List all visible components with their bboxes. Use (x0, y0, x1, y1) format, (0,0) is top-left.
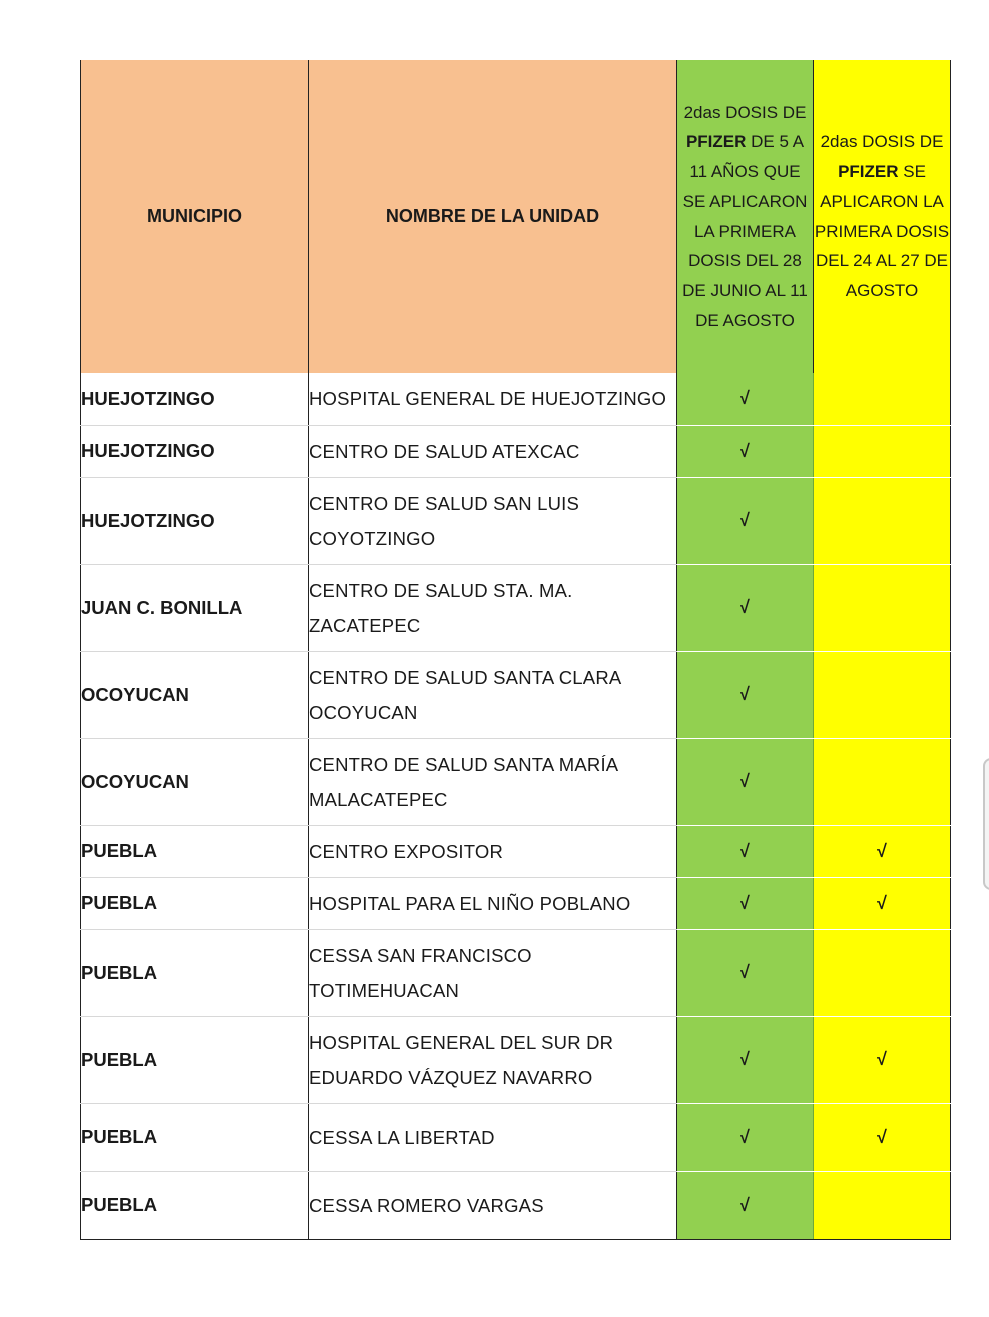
check-mark-icon: √ (740, 510, 750, 530)
header-dosis-2-brand: PFIZER (838, 162, 899, 182)
table-row (81, 373, 951, 425)
dosis-1-cell (677, 929, 814, 1016)
vaccination-units-table (80, 60, 951, 1240)
header-dosis-24-27-agosto (814, 60, 951, 373)
dosis-2-cell (814, 877, 951, 929)
check-mark-icon: √ (740, 684, 750, 704)
municipio-cell: JUAN C. BONILLA (81, 564, 309, 651)
header-nombre-unidad: NOMBRE DE LA UNIDAD (309, 60, 677, 373)
municipio-cell: OCOYUCAN (81, 738, 309, 825)
check-mark-icon: √ (740, 440, 750, 461)
unidad-cell: CESSA ROMERO VARGAS (309, 1171, 677, 1239)
table-row (81, 1103, 951, 1171)
dosis-2-cell (814, 651, 951, 738)
unidad-cell: CENTRO DE SALUD SANTA MARÍA MALACATEPEC (309, 738, 677, 825)
dosis-1-cell (677, 1016, 814, 1103)
municipio-cell: PUEBLA (81, 877, 309, 929)
municipio-cell: PUEBLA (81, 1171, 309, 1239)
header-dosis-2-pre: 2das DOSIS DE (820, 132, 944, 152)
check-mark-icon: √ (877, 892, 887, 913)
table-row (81, 425, 951, 477)
unidad-cell: HOSPITAL PARA EL NIÑO POBLANO (309, 877, 677, 929)
municipio-cell: OCOYUCAN (81, 651, 309, 738)
check-mark-icon: √ (740, 962, 750, 982)
table-row (81, 877, 951, 929)
municipio-cell: PUEBLA (81, 1103, 309, 1171)
dosis-1-cell (677, 425, 814, 477)
unidad-cell: CENTRO DE SALUD SANTA CLARA OCOYUCAN (309, 651, 677, 738)
table-header-row (81, 60, 951, 373)
check-mark-icon: √ (740, 892, 750, 913)
dosis-1-cell (677, 825, 814, 877)
scrollbar-handle[interactable] (983, 758, 989, 890)
table-row (81, 929, 951, 1016)
dosis-2-cell (814, 1103, 951, 1171)
check-mark-icon: √ (740, 1126, 750, 1147)
header-dosis-1-brand: PFIZER (685, 132, 747, 152)
table-row (81, 477, 951, 564)
municipio-cell: HUEJOTZINGO (81, 425, 309, 477)
dosis-2-cell (814, 477, 951, 564)
table-row (81, 564, 951, 651)
unidad-cell: CESSA LA LIBERTAD (309, 1103, 677, 1171)
dosis-1-cell (677, 1171, 814, 1239)
header-dosis-2-post: SE APLICARON LA PRIMERA DOSIS DEL 24 AL 27 DE AGOSTO (814, 162, 950, 300)
header-dosis-1-pre: 2das DOSIS DE (683, 102, 807, 122)
dosis-2-cell (814, 1016, 951, 1103)
dosis-1-cell (677, 877, 814, 929)
check-mark-icon: √ (740, 597, 750, 617)
dosis-1-cell (677, 373, 814, 425)
municipio-cell: PUEBLA (81, 929, 309, 1016)
municipio-cell: PUEBLA (81, 825, 309, 877)
header-dosis-1-post: DE 5 A 11 AÑOS QUE SE APLICARON LA PRIMERA DOSIS DEL 28 DE JUNIO AL 11 DE AGOSTO (682, 132, 808, 330)
check-mark-icon: √ (877, 1049, 887, 1069)
check-mark-icon: √ (740, 840, 750, 861)
table-row (81, 651, 951, 738)
municipio-cell: HUEJOTZINGO (81, 373, 309, 425)
check-mark-icon: √ (740, 1194, 750, 1215)
dosis-2-cell (814, 929, 951, 1016)
unidad-cell: CENTRO DE SALUD STA. MA. ZACATEPEC (309, 564, 677, 651)
dosis-2-cell (814, 1171, 951, 1239)
table-row (81, 1171, 951, 1239)
dosis-2-cell (814, 425, 951, 477)
unidad-cell: HOSPITAL GENERAL DEL SUR DR EDUARDO VÁZQUEZ NAVARRO (309, 1016, 677, 1103)
dosis-2-cell (814, 373, 951, 425)
check-mark-icon: √ (740, 1049, 750, 1069)
dosis-2-cell (814, 825, 951, 877)
dosis-1-cell (677, 564, 814, 651)
municipio-cell: HUEJOTZINGO (81, 477, 309, 564)
dosis-1-cell (677, 1103, 814, 1171)
table-row (81, 738, 951, 825)
check-mark-icon: √ (740, 771, 750, 791)
table-row (81, 1016, 951, 1103)
dosis-1-cell (677, 651, 814, 738)
table-row (81, 825, 951, 877)
dosis-2-cell (814, 738, 951, 825)
dosis-1-cell (677, 477, 814, 564)
municipio-cell: PUEBLA (81, 1016, 309, 1103)
unidad-cell: CENTRO EXPOSITOR (309, 825, 677, 877)
unidad-cell: CENTRO DE SALUD ATEXCAC (309, 425, 677, 477)
check-mark-icon: √ (877, 1126, 887, 1147)
header-municipio: MUNICIPIO (81, 60, 309, 373)
dosis-1-cell (677, 738, 814, 825)
dosis-2-cell (814, 564, 951, 651)
unidad-cell: HOSPITAL GENERAL DE HUEJOTZINGO (309, 373, 677, 425)
unidad-cell: CENTRO DE SALUD SAN LUIS COYOTZINGO (309, 477, 677, 564)
unidad-cell: CESSA SAN FRANCISCO TOTIMEHUACAN (309, 929, 677, 1016)
check-mark-icon: √ (877, 840, 887, 861)
header-dosis-28-junio-11-agosto (677, 60, 814, 373)
check-mark-icon: √ (740, 388, 750, 409)
